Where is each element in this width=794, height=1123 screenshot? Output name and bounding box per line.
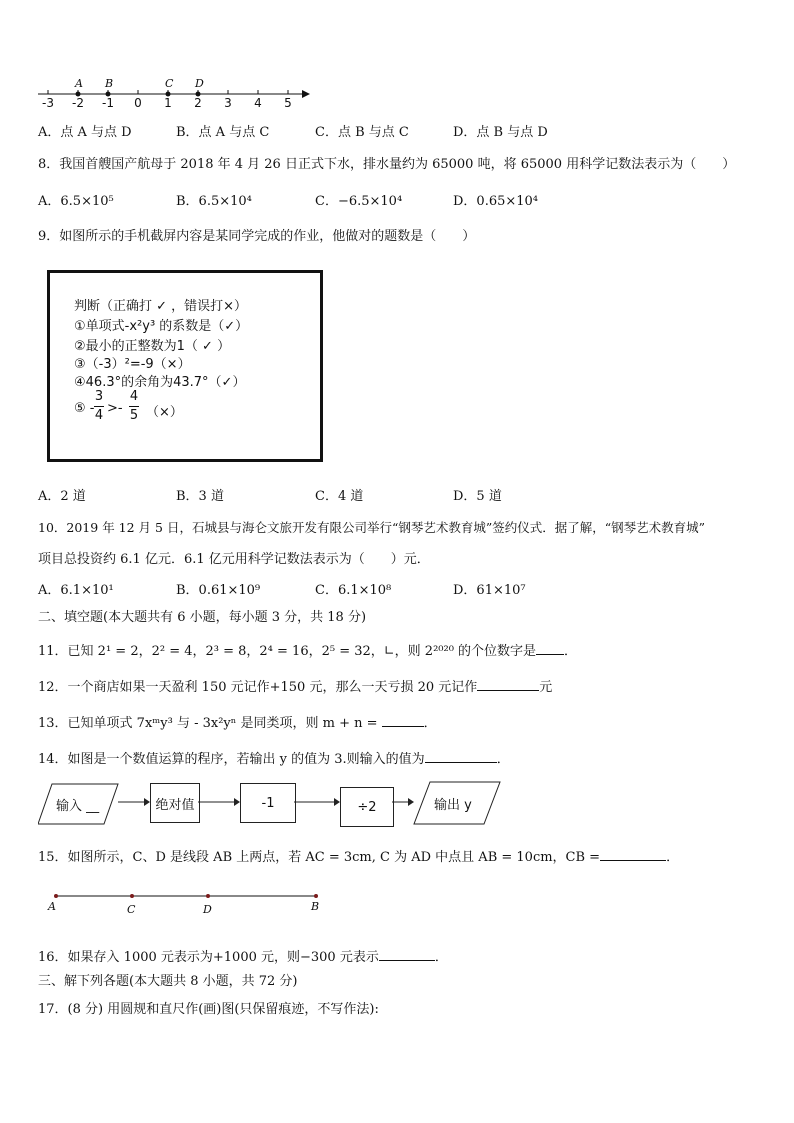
- section-2-heading: 二、填空题(本大题共有 6 小题，每小题 3 分，共 18 分): [38, 610, 367, 625]
- q13-stem: 13．已知单项式 7xᵐy³ 与 - 3x²yⁿ 是同类项，则 m + n =: [38, 716, 378, 731]
- frac1-denominator: 4: [94, 408, 104, 423]
- q10-option-b[interactable]: B．0.61×10⁹: [176, 583, 261, 598]
- section-3-heading: 三、解下列各题(本大题共 8 小题，共 72 分): [38, 974, 298, 989]
- number-line-tick-label: 0: [134, 96, 142, 110]
- q13-text: [38, 713, 437, 733]
- number-line-point-label-d: D: [195, 77, 204, 90]
- q15-stem: 15．如图所示，C、D 是线段 AB 上两点，若 AC = 3cm, C 为 AD 中点且 AB = 10cm，CB =: [38, 850, 601, 865]
- number-line-tick-label: 2: [194, 96, 202, 110]
- segment-svg: [44, 884, 334, 920]
- q11-end: ．: [564, 644, 578, 659]
- q14-text: [38, 749, 510, 769]
- number-line-point-label-a: A: [75, 77, 83, 90]
- q15-answer-blank[interactable]: [600, 847, 666, 861]
- phone-line-3: ②最小的正整数为1（ ✓ ）: [74, 339, 231, 354]
- q8-text: 8．我国首艘国产航母于 2018 年 4 月 26 日正式下水，排水量约为 65000 吨，将 65000 用科学记数法表示为（ ）: [38, 157, 736, 172]
- q16-text: [38, 947, 448, 967]
- q15-end: ．: [666, 850, 680, 865]
- number-line-tick-label: -1: [102, 96, 114, 110]
- number-line-arrow: [302, 90, 310, 98]
- segment-label-d: D: [203, 903, 212, 916]
- phone-line-2: ①单项式-x²y³ 的系数是（✓）: [74, 319, 249, 334]
- phone-line-4: ③（-3）²=-9（×）: [74, 357, 191, 372]
- q7-option-d[interactable]: D．点 B 与点 D: [453, 125, 548, 140]
- frac2-numerator: 4: [129, 389, 139, 404]
- phone-screenshot-figure: [47, 270, 323, 462]
- number-line-figure: [36, 74, 316, 114]
- q12-end: 元: [539, 680, 553, 695]
- q10-line-1: 10．2019 年 12 月 5 日，石城县与海仑文旅开发有限公司举行“钢琴艺术教育城”签约仪式．据了解，“钢琴艺术教育城”: [38, 520, 706, 535]
- segment-label-b: B: [311, 900, 320, 913]
- q7-option-a[interactable]: A．点 A 与点 D: [38, 125, 132, 140]
- phone-line-6-suffix: （×）: [146, 405, 183, 420]
- flow-output-label: 输出 y: [434, 798, 472, 813]
- q14-answer-blank[interactable]: [425, 749, 497, 763]
- number-line-tick-label: 4: [254, 96, 262, 110]
- frac2-bar: [129, 406, 139, 407]
- q9-option-a[interactable]: A．2 道: [38, 489, 86, 504]
- frac1-numerator: 3: [94, 389, 104, 404]
- number-line-tick-label: -3: [42, 96, 54, 110]
- q8-option-b[interactable]: B．6.5×10⁴: [176, 194, 252, 209]
- q17-text: 17．(8 分) 用圆规和直尺作(画)图(只保留痕迹，不写作法):: [38, 1002, 379, 1017]
- number-line-tick-label: 1: [164, 96, 172, 110]
- flow-arrowhead-4: [408, 798, 414, 806]
- q12-text: [38, 677, 552, 697]
- phone-line-6-prefix: ⑤ -: [74, 401, 95, 416]
- q11-text: [38, 641, 577, 661]
- q14-end: ．: [496, 752, 510, 767]
- phone-line-1: 判断（正确打 ✓ ，错误打×）: [74, 299, 248, 314]
- number-line-point-label-b: B: [105, 77, 114, 90]
- q7-option-c[interactable]: C．点 B 与点 C: [315, 125, 409, 140]
- frac2-denominator: 5: [129, 408, 139, 423]
- q12-answer-blank[interactable]: [477, 677, 539, 691]
- q10-option-d[interactable]: D．61×10⁷: [453, 583, 526, 598]
- segment-point-d: [206, 894, 210, 898]
- q11-answer-blank[interactable]: [536, 641, 564, 655]
- q13-answer-blank[interactable]: [382, 713, 424, 727]
- segment-label-a: A: [48, 900, 56, 913]
- q10-option-a[interactable]: A．6.1×10¹: [38, 583, 114, 598]
- flow-input-label: 输入 __: [56, 799, 100, 814]
- frac1-bar: [94, 406, 104, 407]
- q12-stem: 12．一个商店如果一天盈利 150 元记作+150 元，那么一天亏损 20 元记作: [38, 680, 478, 695]
- q9-option-d[interactable]: D．5 道: [453, 489, 502, 504]
- flowchart-figure: [38, 780, 508, 828]
- q16-end: ．: [434, 950, 448, 965]
- segment-figure: [44, 884, 334, 920]
- q16-answer-blank[interactable]: [379, 947, 435, 961]
- segment-label-c: C: [127, 903, 136, 916]
- q8-option-c[interactable]: C．−6.5×10⁴: [315, 194, 403, 209]
- number-line-point-label-c: C: [165, 77, 174, 90]
- q15-text: [38, 847, 679, 867]
- q10-option-c[interactable]: C．6.1×10⁸: [315, 583, 392, 598]
- number-line-tick-label: 3: [224, 96, 232, 110]
- phone-line-6-gt: >-: [107, 401, 123, 416]
- q8-option-a[interactable]: A．6.5×10⁵: [38, 194, 114, 209]
- segment-point-c: [130, 894, 134, 898]
- q9-option-c[interactable]: C．4 道: [315, 489, 364, 504]
- flow-div-box: ÷2: [340, 787, 394, 827]
- segment-point-a: [54, 894, 58, 898]
- q8-option-d[interactable]: D．0.65×10⁴: [453, 194, 539, 209]
- segment-point-b: [314, 894, 318, 898]
- q10-line-2: 项目总投资约 6.1 亿元．6.1 亿元用科学记数法表示为（ ）元．: [38, 552, 430, 567]
- q9-option-b[interactable]: B．3 道: [176, 489, 224, 504]
- flow-abs-box: 绝对值: [150, 783, 200, 823]
- q9-text: 9．如图所示的手机截屏内容是某同学完成的作业，他做对的题数是（ ）: [38, 229, 476, 244]
- q7-option-b[interactable]: B．点 A 与点 C: [176, 125, 270, 140]
- q14-stem: 14．如图是一个数值运算的程序，若输出 y 的值为 3.则输入的值为: [38, 752, 425, 767]
- flow-minus-box: -1: [240, 783, 296, 823]
- number-line-tick-label: -2: [72, 96, 84, 110]
- number-line-tick-label: 5: [284, 96, 292, 110]
- phone-line-5: ④46.3°的余角为43.7°（✓）: [74, 375, 246, 390]
- q16-stem: 16．如果存入 1000 元表示为+1000 元，则−300 元表示: [38, 950, 379, 965]
- q11-stem: 11．已知 2¹ = 2，2² = 4，2³ = 8，2⁴ = 16，2⁵ = 32，∟，则 2²⁰²⁰ 的个位数字是: [38, 644, 537, 659]
- q13-end: ．: [423, 716, 437, 731]
